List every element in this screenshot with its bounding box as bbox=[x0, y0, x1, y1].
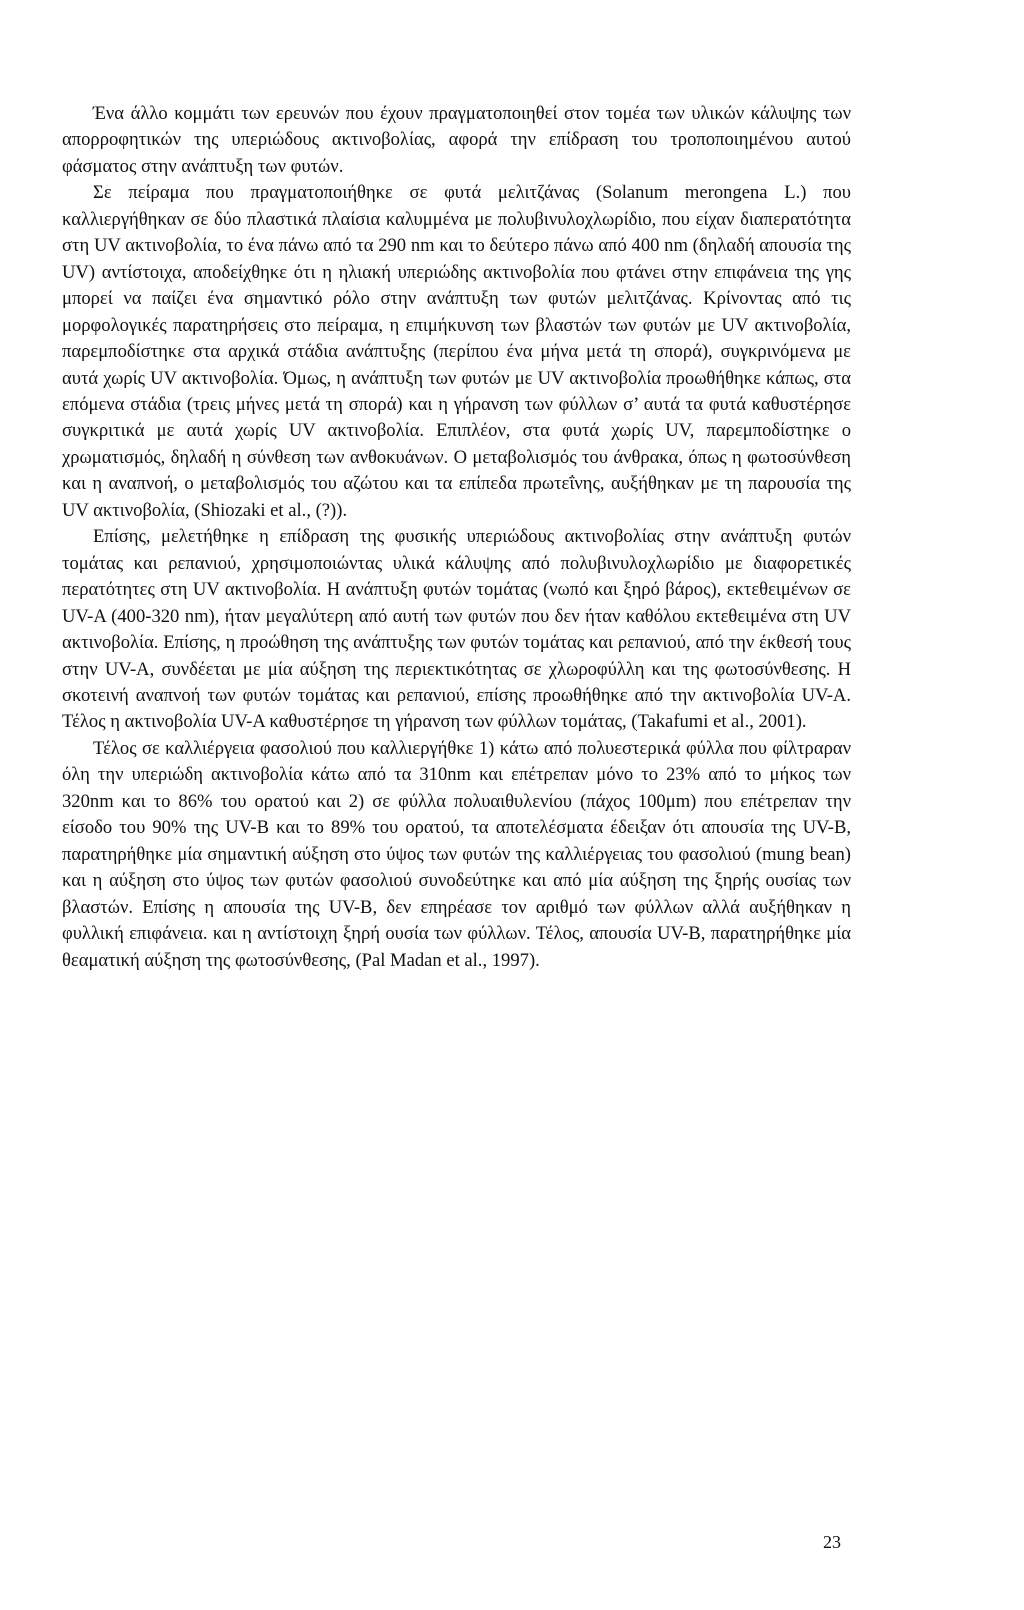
page-number: 23 bbox=[823, 1532, 841, 1552]
paragraph-2: Σε πείραμα που πραγματοποιήθηκε σε φυτά μελιτζάνας (Solanum merongena L.) που καλλιεργήθηκαν σε δύο πλαστικά πλαίσια καλυμμένα με πολυβινυλοχλωρίδιο, που είχαν διαπερατότητα στη UV ακτινοβολία, το ένα πάνω από τα 290 nm και το δεύτερο πάνω από 400 nm (δηλαδή απουσία της UV) αντίστοιχα, αποδείχθηκε ότι η ηλιακή υπεριώδης ακτινοβολία που φτάνει στην επιφάνεια της γης μπορεί να παίζει ένα σημαντικό ρόλο στην ανάπτυξη των φυτών μελιτζάνας. Κρίνοντας από τις μορφολογικές παρατηρήσεις στο πείραμα, η επιμήκυνση των βλαστών των φυτών με UV ακτινοβολία, παρεμποδίστηκε στα αρχικά στάδια ανάπτυξης (περίπου ένα μήνα μετά τη σπορά), συγκρινόμενα με αυτά χωρίς UV ακτινοβολία. Όμως, η ανάπτυξη των φυτών με UV ακτινοβολία προωθήθηκε κάπως, στα επόμενα στάδια (τρεις μήνες μετά τη σπορά) και η γήρανση των φύλλων σ’ αυτά τα φυτά καθυστέρησε συγκριτικά με αυτά χωρίς UV ακτινοβολία. Επιπλέον, στα φυτά χωρίς UV, παρεμποδίστηκε ο χρωματισμός, δηλαδή η σύνθεση των ανθοκυάνων. Ο μεταβολισμός του άνθρακα, όπως η φωτοσύνθεση και η αναπνοή, ο μεταβολισμός του αζώτου και τα επίπεδα πρωτεΐνης, αυξήθηκαν με τη παρουσία της UV ακτινοβολία, (Shiozaki et al., (?)). bbox=[62, 182, 851, 521]
paragraph-1: Ένα άλλο κομμάτι των ερευνών που έχουν πραγματοποιηθεί στον τομέα των υλικών κάλυψης των απορροφητικών της υπεριώδους ακτινοβολίας, αφορά την επίδραση του τροποποιημένου αυτού φάσματος στην ανάπτυξη των φυτών. bbox=[62, 103, 851, 177]
document-body bbox=[62, 101, 851, 974]
paragraph-4: Τέλος σε καλλιέργεια φασολιού που καλλιεργήθκε 1) κάτω από πολυεστερικά φύλλα που φίλτραραν όλη την υπεριώδη ακτινοβολία κάτω από τα 310nm και επέτρεπαν μόνο το 23% από το μήκος των 320nm και το 86% του ορατού και 2) σε φύλλα πολυαιθυλενίου (πάχος 100μm) που επέτρεπαν την είσοδο του 90% της UV-B και το 89% του ορατού, τα αποτελέσματα έδειξαν ότι απουσία της UV-B, παρατηρήθηκε μία σημαντική αύξηση στο ύψος των φυτών της καλλιέργειας του φασολιού (mung bean) και η αύξηση στο ύψος των φυτών φασολιού συνοδεύτηκε και από μία αύξηση της ξηρής ουσίας των βλαστών. Επίσης η απουσία της UV-B, δεν επηρέασε τον αριθμό των φύλλων αλλά αυξήθηκαν η φυλλική επιφάνεια. και η αντίστοιχη ξηρή ουσία των φύλλων. Τέλος, απουσία UV-B, παρατηρήθηκε μία θεαματική αύξηση της φωτοσύνθεσης, (Pal Madan et al., 1997). bbox=[62, 737, 851, 971]
paragraph-3: Επίσης, μελετήθηκε η επίδραση της φυσικής υπεριώδους ακτινοβολίας στην ανάπτυξη φυτών τομάτας και ρεπανιού, χρησιμοποιώντας υλικά κάλυψης από πολυβινυλοχλωρίδιο με διαφορετικές περατότητες στη UV ακτινοβολία. Η ανάπτυξη φυτών τομάτας (νωπό και ξηρό βάρος), εκτεθειμένων σε UV-A (400-320 nm), ήταν μεγαλύτερη από αυτή των φυτών που δεν ήταν καθόλου εκτεθειμένα στη UV ακτινοβολία. Επίσης, η προώθηση της ανάπτυξης των φυτών τομάτας και ρεπανιού, από την έκθεσή τους στην UV-A, συνδέεται με μία αύξηση της περιεκτικότητας σε χλωροφύλλη και της φωτοσύνθεσης. Η σκοτεινή αναπνοή των φυτών τομάτας και ρεπανιού, επίσης προωθήθηκε από την ακτινοβολία UV-A. Τέλος η ακτινοβολία UV-A καθυστέρησε τη γήρανση των φύλλων τομάτας, (Takafumi et al., 2001). bbox=[62, 526, 851, 733]
